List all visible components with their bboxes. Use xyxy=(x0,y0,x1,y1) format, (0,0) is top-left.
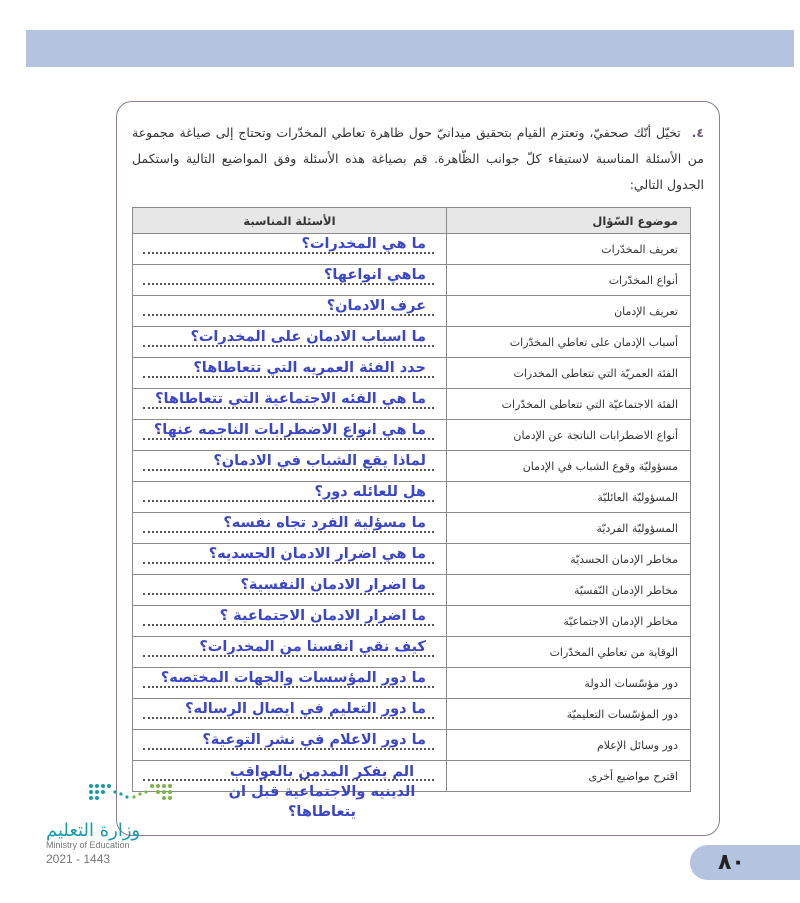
handwritten-answer: ما هي انواع الاضطرابات الناجمه عنها؟ xyxy=(153,422,426,438)
header-topic: موضوع السّؤال xyxy=(447,208,691,234)
dotted-answer-line xyxy=(143,624,434,626)
row-topic: مسؤوليّة وقوع الشباب في الإدمان xyxy=(447,451,691,482)
table-row xyxy=(133,668,691,699)
table-row xyxy=(133,389,691,420)
handwritten-answer: ما دور المؤسسات والجهات المختصه؟ xyxy=(160,670,426,686)
handwritten-answer: هل للعائله دور؟ xyxy=(314,484,426,500)
header-band xyxy=(26,30,794,67)
handwritten-answer: ما اضرار الادمان الاجتماعية ؟ xyxy=(219,608,426,624)
dotted-answer-line xyxy=(143,283,434,285)
answer-cell[interactable] xyxy=(133,606,447,637)
table-row xyxy=(133,606,691,637)
answer-cell[interactable] xyxy=(133,265,447,296)
dotted-answer-line xyxy=(143,345,434,347)
question-text-block xyxy=(132,120,704,198)
row-topic: تعريف الإدمان xyxy=(447,296,691,327)
row-topic: المسؤوليّة العائليّة xyxy=(447,482,691,513)
dotted-answer-line xyxy=(143,500,434,502)
row-topic: الفئة الاجتماعيّة التي تتعاطى المخدّرات xyxy=(447,389,691,420)
dotted-answer-line xyxy=(143,407,434,409)
handwritten-answer: ما دور الاعلام في نشر التوعية؟ xyxy=(202,732,426,748)
ministry-logo xyxy=(26,780,176,890)
answer-cell[interactable] xyxy=(133,544,447,575)
dotted-answer-line xyxy=(143,469,434,471)
table-row xyxy=(133,544,691,575)
handwritten-answer: ما دور التعليم في ايصال الرساله؟ xyxy=(185,701,426,717)
questions-table xyxy=(132,207,691,820)
answer-cell[interactable] xyxy=(133,296,447,327)
row-topic: الوقاية من تعاطي المخدّرات xyxy=(447,637,691,668)
handwritten-answer: ما هي الفئه الاجتماعية التي تتعاطاها؟ xyxy=(155,391,426,407)
dotted-answer-line xyxy=(143,748,434,750)
edition-year: 2021 - 1443 xyxy=(46,852,111,866)
answer-cell[interactable] xyxy=(133,327,447,358)
page-number-tab xyxy=(690,845,800,880)
table-row xyxy=(133,575,691,606)
question-instructions: تخيّل أنّك صحفيّ، وتعتزم القيام بتحقيق ميدانيّ حول ظاهرة تعاطي المخدّرات وتحتاج إلى صياغة مجموعة من الأسئلة المناسبة لاستيفاء كلّ جوانب الظّاهرة. قم بصياغة هذه الأسئلة وفق المواضيع التالية واستكمل الجدول التالي: xyxy=(132,125,704,192)
answer-cell[interactable] xyxy=(133,637,447,668)
row-topic: أسباب الإدمان على تعاطي المخدّرات xyxy=(447,327,691,358)
row-topic: مخاطر الإدمان الجسديّة xyxy=(447,544,691,575)
row-topic: اقترح مواضيع أخرى xyxy=(447,761,691,792)
row-topic: أنواع الاضطرابات الناتجة عن الإدمان xyxy=(447,420,691,451)
table-row xyxy=(133,451,691,482)
dotted-answer-line xyxy=(143,593,434,595)
table-row xyxy=(133,513,691,544)
dotted-answer-line xyxy=(143,531,434,533)
table-row xyxy=(133,358,691,389)
answer-cell[interactable] xyxy=(133,389,447,420)
answer-cell[interactable] xyxy=(133,513,447,544)
row-topic: الفئة العمريّة التي تتعاطى المخدرات xyxy=(447,358,691,389)
header-questions: الأسئلة المناسبة xyxy=(133,208,447,234)
dotted-answer-line xyxy=(143,562,434,564)
handwritten-answer: ما هي اضرار الادمان الجسديه؟ xyxy=(208,546,426,562)
row-topic: مخاطر الإدمان النّفسيّة xyxy=(447,575,691,606)
answer-cell[interactable] xyxy=(133,730,447,761)
dotted-answer-line xyxy=(143,717,434,719)
table-row xyxy=(133,761,691,792)
table-row xyxy=(133,420,691,451)
row-topic: أنواع المخدّرات xyxy=(447,265,691,296)
handwritten-answer: حدد الفئة العمريه التي تتعاطاها؟ xyxy=(193,360,426,376)
row-topic: دور مؤسّسات الدولة xyxy=(447,668,691,699)
row-topic: دور وسائل الإعلام xyxy=(447,730,691,761)
answer-cell[interactable] xyxy=(133,575,447,606)
answer-cell[interactable] xyxy=(133,451,447,482)
handwritten-answer: ما هي المخدرات؟ xyxy=(301,236,426,252)
table-row xyxy=(133,482,691,513)
handwritten-answer: ما اسباب الادمان على المخدرات؟ xyxy=(190,329,426,345)
answer-cell[interactable] xyxy=(133,420,447,451)
answer-cell[interactable] xyxy=(133,234,447,265)
table-row xyxy=(133,730,691,761)
handwritten-answer: الم يفكر المدمن بالعواقب الدينيه والاجتماعية قبل ان يتعاطاها؟ xyxy=(228,764,416,820)
ministry-name-english: Ministry of Education xyxy=(46,840,130,850)
table-row xyxy=(133,234,691,265)
handwritten-answer: لماذا يقع الشباب في الادمان؟ xyxy=(213,453,426,469)
answer-cell[interactable] xyxy=(133,482,447,513)
ministry-name-arabic: وزارة التعليم xyxy=(46,820,141,841)
table-header-row xyxy=(133,208,691,234)
handwritten-answer: ما مسؤلية الفرد تجاه نفسه؟ xyxy=(223,515,426,531)
dotted-answer-line xyxy=(143,686,434,688)
row-topic: دور المؤسّسات التعليميّة xyxy=(447,699,691,730)
logo-dots-icon xyxy=(86,780,181,812)
answer-cell[interactable] xyxy=(133,358,447,389)
table-row xyxy=(133,699,691,730)
answer-cell[interactable] xyxy=(133,699,447,730)
dotted-answer-line xyxy=(143,438,434,440)
handwritten-answer: ما اضرار الادمان النفسية؟ xyxy=(240,577,426,593)
table-row xyxy=(133,327,691,358)
row-topic: مخاطر الإدمان الاجتماعيّة xyxy=(447,606,691,637)
row-topic: تعريف المخدّرات xyxy=(447,234,691,265)
dotted-answer-line xyxy=(143,655,434,657)
dotted-answer-line xyxy=(143,252,434,254)
table-row xyxy=(133,637,691,668)
table-row xyxy=(133,265,691,296)
dotted-answer-line xyxy=(143,376,434,378)
table-row xyxy=(133,296,691,327)
answer-cell[interactable] xyxy=(133,668,447,699)
question-number: ٤. xyxy=(691,125,704,140)
page-number: ٨٠ xyxy=(718,850,745,875)
handwritten-answer: كيف نقي انفسنا من المخدرات؟ xyxy=(199,639,426,655)
handwritten-answer: عرف الادمان؟ xyxy=(326,298,426,314)
handwritten-answer: ماهي انواعها؟ xyxy=(323,267,426,283)
dotted-answer-line xyxy=(143,314,434,316)
row-topic: المسؤوليّة الفرديّة xyxy=(447,513,691,544)
